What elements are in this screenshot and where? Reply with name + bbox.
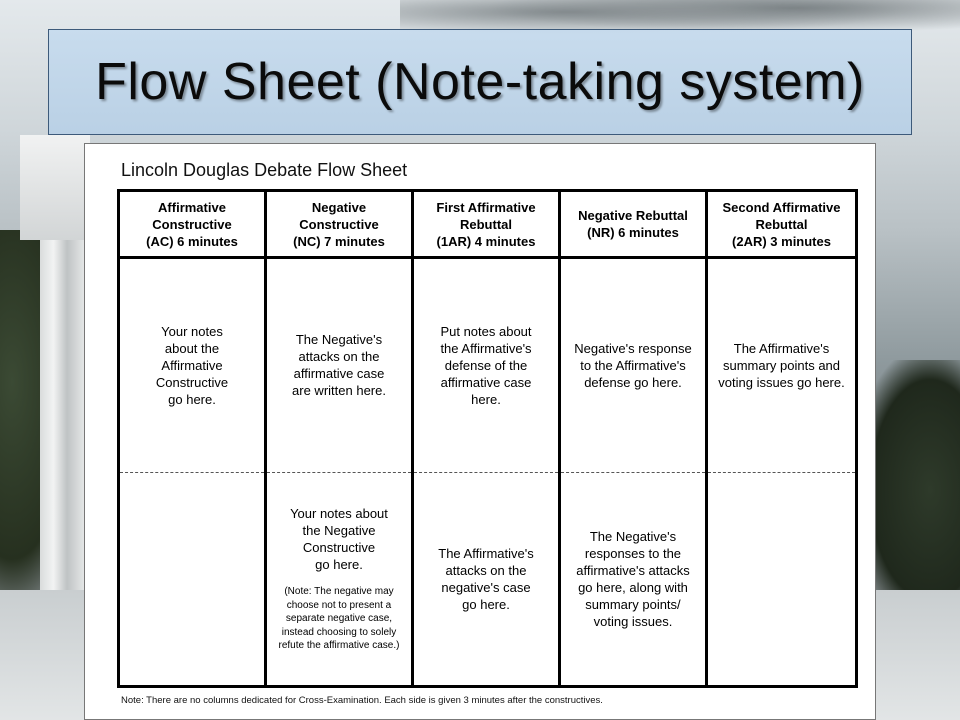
column-header-nc: Negative Constructive (NC) 7 minutes: [267, 192, 414, 259]
cell-nc-bottom-note: (Note: The negative may choose not to present a separate negative case, instead choosing to solely refute the affirmative case.): [278, 586, 400, 651]
column-header-1ar: First Affirmative Rebuttal (1AR) 4 minutes: [414, 192, 561, 259]
column-header-2ar: Second Affirmative Rebuttal (2AR) 3 minutes: [708, 192, 855, 259]
column-nr: [561, 259, 708, 685]
column-header-ac: Affirmative Constructive (AC) 6 minutes: [120, 192, 267, 259]
slide-title: Flow Sheet (Note-taking system): [95, 53, 865, 111]
flow-sheet-title: Lincoln Douglas Debate Flow Sheet: [121, 160, 408, 180]
cell-nr-bottom: The Negative's responses to the affirmative's attacks go here, along with summary points/ voting issues.: [576, 528, 690, 629]
slide-title-box: [48, 29, 912, 135]
flow-sheet-table: [117, 189, 858, 688]
cell-1ar-bottom: The Affirmative's attacks on the negative's case go here.: [438, 545, 534, 612]
column-nc: [267, 259, 414, 685]
cell-ac-top: Your notes about the Affirmative Constructive go here.: [120, 259, 264, 473]
cell-1ar-top: Put notes about the Affirmative's defense of the affirmative case here.: [414, 259, 558, 473]
column-ac: [120, 259, 267, 685]
column-2ar: [708, 259, 855, 685]
flow-sheet: [84, 143, 876, 720]
footnote: Note: There are no columns dedicated for Cross-Examination. Each side is given 3 minutes after the constructives.: [121, 695, 603, 706]
cell-2ar-bottom: [708, 473, 855, 686]
column-1ar: [414, 259, 561, 685]
cell-ac-bottom: [120, 473, 264, 686]
cell-nc-top: The Negative's attacks on the affirmative case are written here.: [267, 259, 411, 473]
cell-nr-top: Negative's response to the Affirmative's defense go here.: [561, 259, 705, 473]
cell-nc-bottom-text: Your notes about the Negative Constructive go here.: [290, 506, 388, 572]
column-header-nr: Negative Rebuttal (NR) 6 minutes: [561, 192, 708, 259]
cell-nc-bottom: [267, 473, 411, 686]
cell-2ar-top: The Affirmative's summary points and voting issues go here.: [708, 259, 855, 473]
